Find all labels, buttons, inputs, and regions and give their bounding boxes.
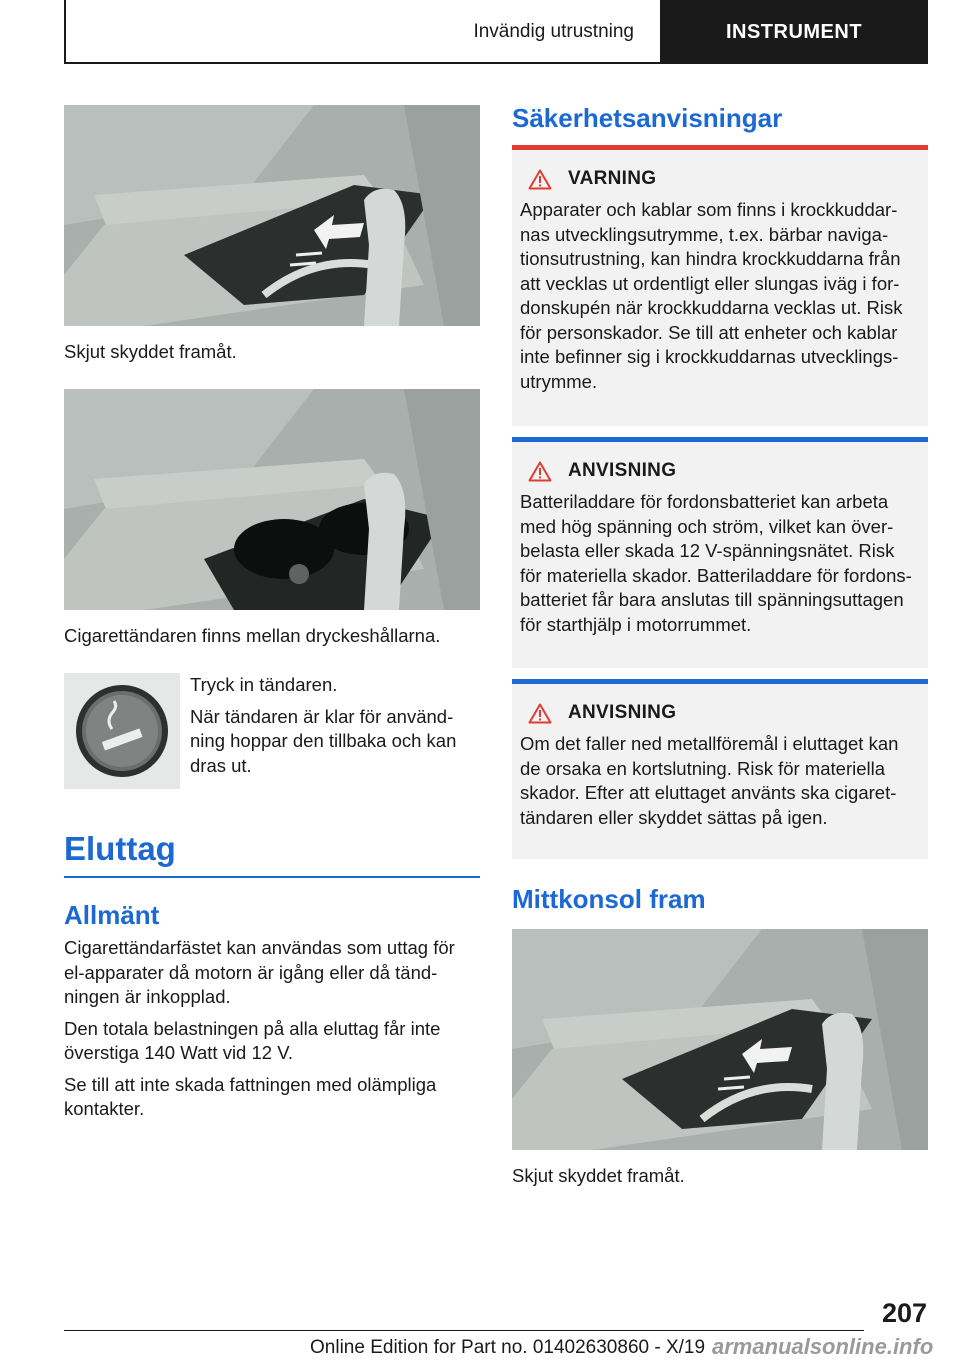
notice-box-charger — [512, 437, 928, 668]
allmant-paragraph-1: Cigarettändarfästet kan användas som uttag för el-apparater då motorn är igång eller då tänd-ningen är inkopplad. — [64, 937, 455, 1007]
console-cover-illustration — [64, 105, 480, 326]
cigarette-lighter-icon — [64, 673, 180, 789]
allmant-paragraph-3: Se till att inte skada fattningen med olämpliga kontakter. — [64, 1073, 437, 1119]
lighter-step-push: Tryck in tändaren. — [190, 674, 338, 695]
warning-title-row — [520, 168, 920, 190]
allmant-body — [64, 936, 480, 1129]
footer-edition: Online Edition for Part no. 01402630860 - X/19 — [310, 1337, 706, 1358]
page-number: 207 — [881, 1298, 927, 1328]
notice-text: Batteriladdare för fordonsbatteriet kan arbeta med hög spänning och ström, vilket kan över-belasta eller skada 12 V-spänningsnätet. Risk för materiella skador. Batteriladdare för fordons-batteriet får bara anslutas till spänningsuttagen för starthjälp i motorrummet. — [520, 491, 912, 635]
caption-lighter-location: Cigarettändaren finns mellan dryckeshållarna. — [64, 625, 441, 646]
allmant-paragraph-2: Den totala belastningen på alla eluttag får inte överstiga 140 Watt vid 12 V. — [64, 1017, 441, 1063]
header-chapter-tab: INSTRUMENT — [660, 0, 928, 64]
header-section-title: Invändig utrustning — [473, 21, 634, 42]
warning-triangle-icon — [528, 703, 552, 724]
notice-box-metal-objects — [512, 679, 928, 859]
notice-title: ANVISNING — [568, 702, 677, 723]
warning-triangle-icon — [528, 169, 552, 190]
heading-sakerhetsanvisningar: Säkerhetsanvisningar — [512, 103, 783, 133]
notice-text: Om det faller ned metallföremål i eluttaget kan de orsaka en kortslutning. Risk för materiella skador. Efter att eluttaget använts ska cigaret-tändaren eller skyddet sättas på igen. — [520, 733, 899, 828]
heading-mittkonsol-fram: Mittkonsol fram — [512, 884, 706, 914]
lighter-instructions — [190, 673, 480, 785]
notice-title: ANVISNING — [568, 460, 677, 481]
heading-allmant: Allmänt — [64, 900, 160, 930]
heading-eluttag: Eluttag — [64, 830, 176, 867]
notice-title-row — [520, 702, 920, 724]
caption-push-cover-2: Skjut skyddet framåt. — [512, 1165, 685, 1186]
footer-rule — [64, 1330, 864, 1331]
heading-eluttag-rule — [64, 876, 480, 878]
caption-push-cover: Skjut skyddet framåt. — [64, 341, 237, 362]
warning-text: Apparater och kablar som finns i krockkuddar-nas utvecklingsutrymme, t.ex. bärbar naviga-tionsutrustning, kan hindra krockkuddarna från att vecklas ut ordentligt eller slungas iväg i for-donskupén när krockkuddarna vecklas ut. Risk för personskador. Se till att enheter och kablar inte befinner sig i krockkuddarnas utvecklings-utrymme. — [520, 199, 903, 392]
cupholders-illustration — [64, 389, 480, 610]
warning-title: VARNING — [568, 168, 657, 189]
photo-console-cover — [64, 105, 480, 326]
warning-triangle-icon — [528, 461, 552, 482]
photo-center-console — [512, 929, 928, 1150]
lighter-step-ready: När tändaren är klar för använd-ning hoppar den tillbaka och kan dras ut. — [190, 705, 457, 776]
watermark: armanualsonline.info — [712, 1334, 934, 1359]
center-console-illustration — [512, 929, 928, 1150]
photo-cupholders — [64, 389, 480, 610]
notice-title-row — [520, 460, 920, 482]
warning-box-varning — [512, 145, 928, 426]
